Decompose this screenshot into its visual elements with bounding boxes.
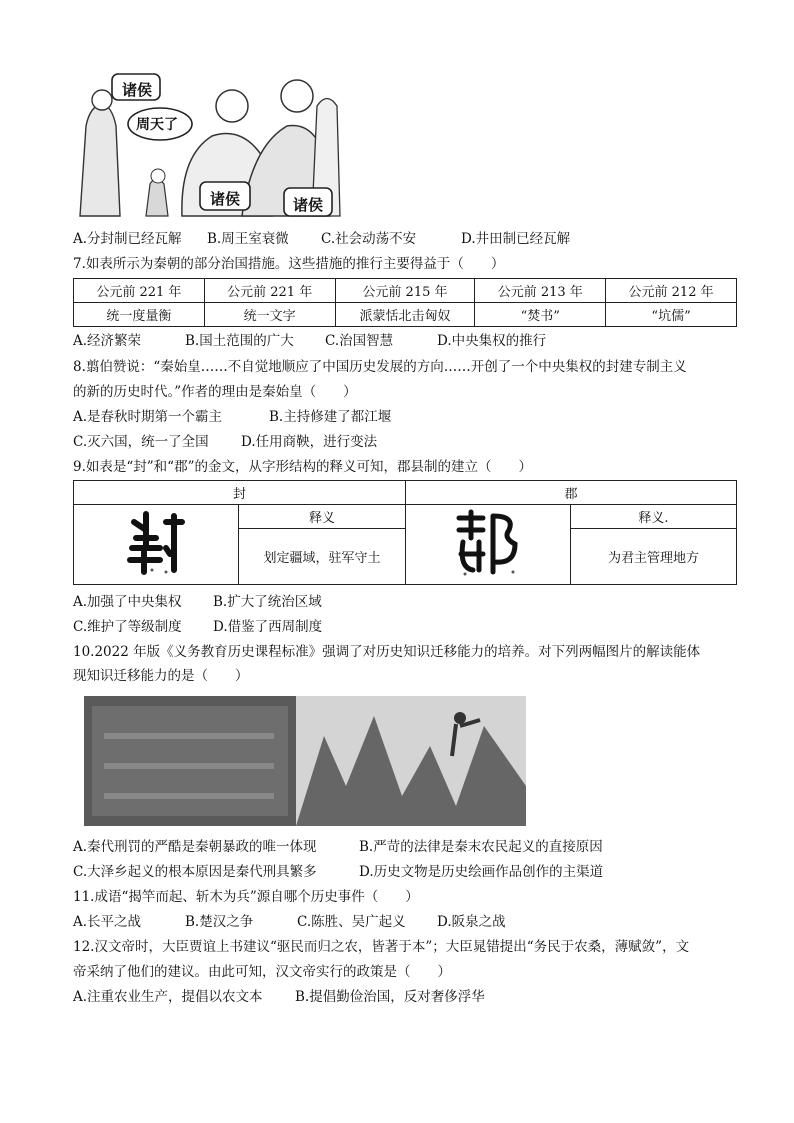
q10-options-row1 (73, 838, 603, 856)
q11-stem: 11.成语“揭竿而起、斩木为兵”源自哪个历史事件（ ） (73, 889, 419, 905)
q7-table (73, 278, 737, 327)
q7-measure-3: 派蒙恬北击匈奴 (335, 303, 475, 327)
q10-images (84, 696, 526, 826)
q11-option-c[interactable]: C.陈胜、吴广起义 (297, 914, 406, 930)
q10-option-b[interactable]: B.严苛的法律是秦末农民起义的直接原因 (359, 839, 603, 855)
q8-option-b[interactable]: B.主持修建了都江堰 (269, 409, 392, 425)
bronze-feng-glyph-icon (126, 508, 186, 582)
q9-head-jun: 郡 (406, 481, 737, 505)
q7-measure-4: “焚书” (475, 303, 606, 327)
q6-option-c[interactable]: C.社会动荡不安 (321, 231, 417, 247)
q8-options-row1 (73, 408, 391, 426)
q8-options-row2 (73, 433, 377, 451)
q6-option-d[interactable]: D.井田制已经瓦解 (461, 231, 571, 247)
q7-option-d[interactable]: D.中央集权的推行 (437, 333, 547, 349)
q11-options (73, 913, 506, 931)
q6-option-b[interactable]: B.周王室衰微 (207, 231, 289, 247)
q9-options-row2 (73, 618, 322, 636)
q10-stem-line1: 10.2022 年版《义务教育历史课程标准》强调了对历史知识迁移能力的培养。对下列两幅图片的解读能体 (73, 644, 701, 660)
q9-meaning-right: 为君主管理地方 (571, 529, 737, 585)
q7-year-2: 公元前 221 年 (204, 279, 335, 303)
q7-year-3: 公元前 215 年 (335, 279, 475, 303)
q11-option-b[interactable]: B.楚汉之争 (185, 914, 254, 930)
q8-option-c[interactable]: C.灭六国，统一了全国 (73, 434, 209, 450)
q9-option-d[interactable]: D.借鉴了西周制度 (213, 619, 323, 635)
q10-option-a[interactable]: A.秦代刑罚的严酷是秦朝暴政的唯一体现 (73, 839, 317, 855)
q7-year-5: 公元前 212 年 (606, 279, 737, 303)
q6-option-a[interactable]: A.分封制已经瓦解 (73, 231, 182, 247)
q8-option-d[interactable]: D.任用商鞅，进行变法 (241, 434, 378, 450)
q10-option-c[interactable]: C.大泽乡起义的根本原因是秦代刑具繁多 (73, 864, 317, 880)
bubble-label-lords-top: 诸侯 (122, 81, 153, 99)
q9-option-b[interactable]: B.扩大了统治区域 (213, 594, 322, 610)
q9-meaning-left: 划定疆域，驻军守土 (239, 529, 406, 585)
q7-measure-1: 统一度量衡 (74, 303, 205, 327)
q7-year-4: 公元前 213 年 (475, 279, 606, 303)
q10-option-d[interactable]: D.历史文物是历史绘画作品创作的主渠道 (359, 864, 604, 880)
q7-option-a[interactable]: A.经济繁荣 (73, 333, 142, 349)
q11-option-a[interactable]: A.长平之战 (73, 914, 142, 930)
bubble-label-lords-left: 诸侯 (210, 190, 241, 208)
q10-stem-line2: 现知识迁移能力的是（ ） (73, 668, 249, 684)
q7-measure-2: 统一文字 (204, 303, 335, 327)
q9-label-left: 释义 (239, 505, 406, 529)
q7-options (73, 332, 546, 350)
q9-options-row1 (73, 593, 322, 611)
q8-option-a[interactable]: A.是春秋时期第一个霸主 (73, 409, 223, 425)
q9-table (73, 480, 737, 585)
q7-year-1: 公元前 221 年 (74, 279, 205, 303)
q10-options-row2 (73, 863, 603, 881)
q9-head-feng: 封 (74, 481, 406, 505)
q12-options-row1 (73, 988, 485, 1006)
q7-option-c[interactable]: C.治国智慧 (325, 333, 394, 349)
q9-label-right: 释义. (571, 505, 737, 529)
q12-option-b[interactable]: B.提倡勤俭治国，反对奢侈浮华 (295, 989, 485, 1005)
q9-option-a[interactable]: A.加强了中央集权 (73, 594, 182, 610)
q7-stem: 7.如表所示为秦朝的部分治国措施。这些措施的推行主要得益于（ ） (73, 256, 505, 272)
q9-option-c[interactable]: C.维护了等级制度 (73, 619, 182, 635)
q9-glyph-feng-cell (74, 505, 239, 585)
q6-options (73, 230, 570, 248)
bubble-label-heaven: 周天了 (136, 117, 178, 133)
q12-option-a[interactable]: A.注重农业生产，提倡以农文本 (73, 989, 263, 1005)
q12-stem-line1: 12.汉文帝时，大臣贾谊上书建议“驱民而归之农，皆著于本”；大臣晁错提出“务民于农桑，薄赋敛”，文 (73, 939, 690, 955)
q9-stem: 9.如表是“封”和“郡”的金文，从字形结构的释义可知，郡县制的建立（ ） (73, 459, 532, 475)
q11-option-d[interactable]: D.阪泉之战 (437, 914, 506, 930)
bronze-jun-glyph-icon (453, 508, 523, 582)
cartoon-zhou-king-and-lords (72, 66, 342, 226)
q9-glyph-jun-cell (406, 505, 571, 585)
q7-option-b[interactable]: B.国土范围的广大 (185, 333, 294, 349)
q8-stem-line2: 的新的历史时代。”作者的理由是秦始皇（ ） (73, 384, 357, 400)
q12-stem-line2: 帝采纳了他们的建议。由此可知，汉文帝实行的政策是（ ） (73, 964, 451, 980)
q8-stem-line1: 8.翦伯赞说：“秦始皇……不自觉地顺应了中国历史发展的方向……开创了一个中央集权的封建专制主义 (73, 359, 687, 375)
bubble-label-lords-right: 诸侯 (293, 196, 324, 214)
q7-measure-5: “坑儒” (606, 303, 737, 327)
